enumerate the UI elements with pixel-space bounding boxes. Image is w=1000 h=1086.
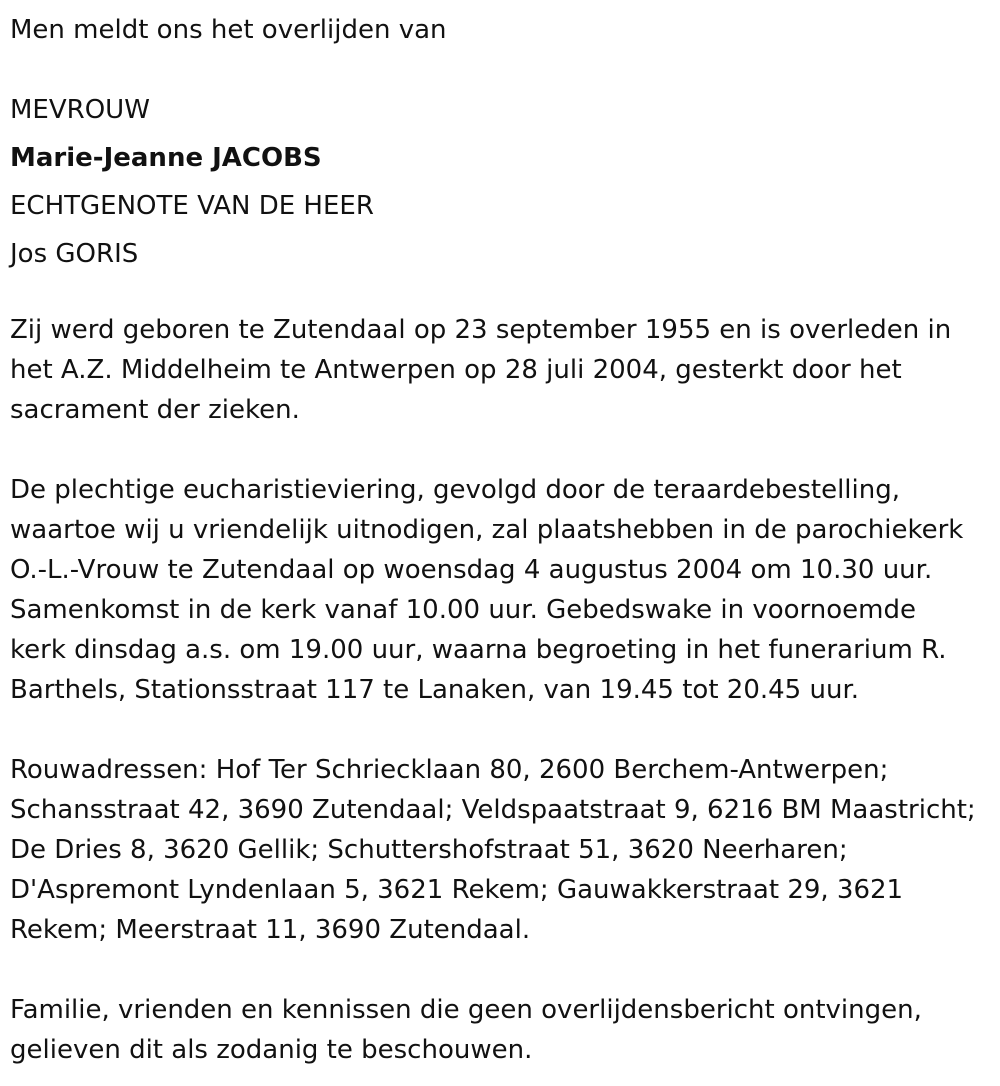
title-text: MEVROUW	[10, 95, 150, 125]
spacer	[10, 430, 995, 470]
paragraph-line: O.-L.-Vrouw te Zutendaal op woensdag 4 augustus 2004 om 10.30 uur.	[10, 555, 933, 585]
birth-death-paragraph	[10, 310, 995, 430]
paragraph-line: Rekem; Meerstraat 11, 3690 Zutendaal.	[10, 915, 531, 945]
spacer	[10, 950, 995, 990]
paragraph-line: kerk dinsdag a.s. om 19.00 uur, waarna begroeting in het funerarium R.	[10, 635, 947, 665]
paragraph-line: De plechtige eucharistieviering, gevolgd door de teraardebestelling,	[10, 475, 901, 505]
paragraph-line: gelieven dit als zodanig te beschouwen.	[10, 1035, 533, 1065]
paragraph-line: sacrament der zieken.	[10, 395, 300, 425]
closing-paragraph	[10, 990, 995, 1070]
deceased-block	[10, 86, 995, 278]
deceased-name: Marie-Jeanne JACOBS	[10, 143, 322, 173]
paragraph-line: waartoe wij u vriendelijk uitnodigen, zal plaatshebben in de parochiekerk	[10, 515, 964, 545]
spacer	[10, 278, 995, 310]
paragraph-line: D'Aspremont Lyndenlaan 5, 3621 Rekem; Gauwakkerstraat 29, 3621	[10, 875, 904, 905]
addresses-paragraph	[10, 750, 995, 950]
spacer	[10, 710, 995, 750]
spacer	[10, 54, 995, 86]
paragraph-line: Familie, vrienden en kennissen die geen overlijdensbericht ontvingen,	[10, 995, 922, 1025]
relation-text: ECHTGENOTE VAN DE HEER	[10, 191, 374, 221]
paragraph-line: Barthels, Stationsstraat 117 te Lanaken, van 19.45 tot 20.45 uur.	[10, 675, 860, 705]
spouse-name: Jos GORIS	[10, 239, 139, 269]
paragraph-line: Zij werd geboren te Zutendaal op 23 september 1955 en is overleden in	[10, 315, 952, 345]
paragraph-line: het A.Z. Middelheim te Antwerpen op 28 juli 2004, gesterkt door het	[10, 355, 902, 385]
paragraph-line: Schansstraat 42, 3690 Zutendaal; Veldspaatstraat 9, 6216 BM Maastricht;	[10, 795, 976, 825]
death-notice	[10, 6, 995, 1070]
intro-text: Men meldt ons het overlijden van	[10, 15, 447, 45]
paragraph-line: De Dries 8, 3620 Gellik; Schuttershofstraat 51, 3620 Neerharen;	[10, 835, 848, 865]
ceremony-paragraph	[10, 470, 995, 710]
paragraph-line: Rouwadressen: Hof Ter Schriecklaan 80, 2600 Berchem-Antwerpen;	[10, 755, 889, 785]
paragraph-line: Samenkomst in de kerk vanaf 10.00 uur. Gebedswake in voornoemde	[10, 595, 917, 625]
notice-header	[10, 6, 995, 54]
